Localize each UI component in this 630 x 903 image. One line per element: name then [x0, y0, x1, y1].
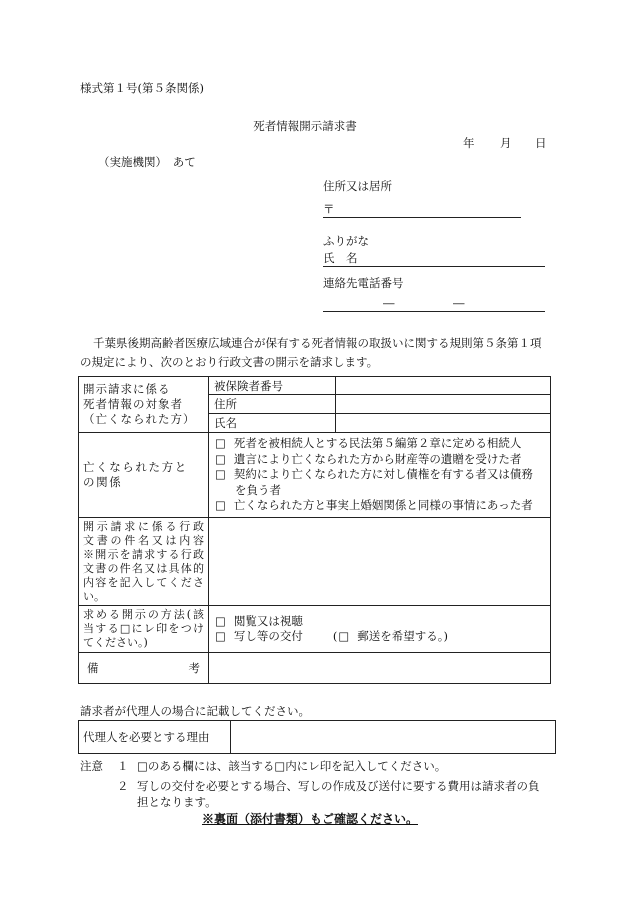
insured-number-label: 被保険者番号 — [209, 377, 336, 395]
remarks-label: 備考 — [87, 661, 200, 675]
relation-option-text: 亡くなられた方と事実上婚姻関係と同様の事情にあった者 — [233, 498, 533, 513]
method-header-line: 当する□にレ印をつけ — [83, 622, 204, 635]
documents-content-field[interactable] — [209, 518, 551, 606]
note-number: ２ — [117, 779, 129, 793]
postal-mark: 〒 — [323, 202, 335, 216]
mail-checkbox[interactable]: □ — [338, 629, 350, 643]
relation-option-continuation: を負う者 — [235, 482, 281, 497]
relation-option-text: 契約により亡くなられた方に対し債権を有する者又は債務 — [233, 467, 533, 482]
relation-option-text: 死者を被相続人とする民法第５編第２章に定める相続人 — [233, 436, 522, 451]
note-text: 写しの交付を必要とする場合、写しの作成及び送付に要する費用は請求者の負 — [137, 779, 540, 793]
relation-header-line: の関係 — [83, 475, 123, 489]
remarks-header-cell — [79, 653, 209, 684]
relation-header-line: 亡くなられた方と — [83, 460, 188, 474]
method-header-line: てください。) — [83, 636, 148, 649]
phone-separator: ― — [383, 296, 395, 310]
name-field[interactable] — [323, 251, 545, 267]
agent-instruction: 請求者が代理人の場合に記載してください。 — [80, 704, 310, 718]
notes-label: 注意 — [80, 759, 103, 773]
subject-name-field[interactable] — [336, 414, 551, 433]
note-number: １ — [117, 759, 129, 773]
remarks-field[interactable] — [209, 653, 551, 684]
method-option-view — [215, 614, 546, 629]
addressee: （実施機関） あて — [98, 155, 196, 169]
form-number: 様式第１号(第５条関係) — [80, 81, 204, 95]
checkbox[interactable]: □ — [215, 629, 226, 643]
phone-separator: ― — [453, 296, 465, 310]
phone-field[interactable] — [323, 296, 545, 312]
mail-option-text: 郵送を希望する。) — [357, 629, 448, 643]
subject-address-label: 住所 — [209, 395, 336, 414]
subject-name-label: 氏名 — [209, 414, 336, 433]
documents-header-cell — [79, 518, 209, 606]
method-header-cell — [79, 606, 209, 653]
address-label: 住所又は居所 — [323, 179, 392, 193]
checkbox[interactable]: □ — [215, 498, 226, 513]
method-option-text: 写し等の交付 — [233, 629, 303, 643]
request-table — [78, 376, 551, 684]
documents-header-line: 文書の件名又は内容 — [83, 533, 204, 547]
date-year-label: 年 — [463, 136, 475, 150]
method-option-copy — [215, 629, 546, 644]
checkbox[interactable]: □ — [215, 467, 226, 482]
subject-header-line: 開示請求に係る — [83, 382, 171, 396]
documents-header-line: ※開示を請求する行政 — [83, 547, 204, 561]
relation-option-creditor — [215, 467, 546, 482]
date-day-label: 日 — [535, 136, 547, 150]
phone-label: 連絡先電話番号 — [323, 276, 404, 290]
subject-address-field[interactable] — [336, 395, 551, 414]
method-option-text: 閲覧又は視聴 — [233, 613, 303, 628]
intro-line-2: の規定により、次のとおり行政文書の開示を請求します。 — [80, 355, 379, 369]
form-title: 死者情報開示請求書 — [253, 119, 357, 133]
relation-option-bequest — [215, 452, 546, 467]
subject-header-line: 死者情報の対象者 — [83, 397, 183, 411]
name-label: 氏 名 — [323, 251, 358, 265]
relation-option-heir — [215, 436, 546, 451]
subject-header-line: （亡くなられた方） — [83, 412, 196, 426]
agent-reason-field[interactable] — [231, 721, 556, 754]
insured-number-field[interactable] — [336, 377, 551, 395]
date-month-label: 月 — [500, 136, 512, 150]
address-field[interactable] — [323, 202, 521, 218]
note-text-continuation: 担となります。 — [137, 795, 217, 809]
intro-line-1: 千葉県後期高齢者医療広域連合が保有する死者情報の取扱いに関する規則第５条第１項 — [93, 336, 542, 350]
back-page-notice: ※裏面（添付書類）もご確認ください。 — [201, 812, 418, 826]
documents-header-line: 開示請求に係る行政 — [83, 519, 204, 533]
documents-header-line: い。 — [83, 589, 105, 603]
checkbox[interactable]: □ — [215, 613, 226, 628]
relation-header-cell — [79, 433, 209, 518]
checkbox[interactable]: □ — [215, 436, 226, 451]
checkbox[interactable]: □ — [215, 451, 226, 466]
relation-option-common-law — [215, 498, 546, 513]
mail-option-paren: ( — [332, 629, 338, 643]
note-text: □のある欄には、該当する□内にレ印を記入してください。 — [137, 759, 447, 773]
relation-options-cell — [209, 433, 551, 518]
documents-header-line: 文書の件名又は具体的 — [83, 561, 204, 575]
relation-option-text: 遺言により亡くなられた方から財産等の遺贈を受けた者 — [233, 451, 522, 466]
subject-header-cell — [79, 377, 209, 433]
method-options-cell — [209, 606, 551, 653]
agent-table — [78, 720, 556, 754]
method-header-line: 求める開示の方法(該 — [83, 608, 204, 621]
documents-header-line: 内容を記入してくださ — [83, 575, 204, 589]
agent-reason-label: 代理人を必要とする理由 — [79, 721, 231, 754]
furigana-label: ふりがな — [323, 234, 369, 248]
